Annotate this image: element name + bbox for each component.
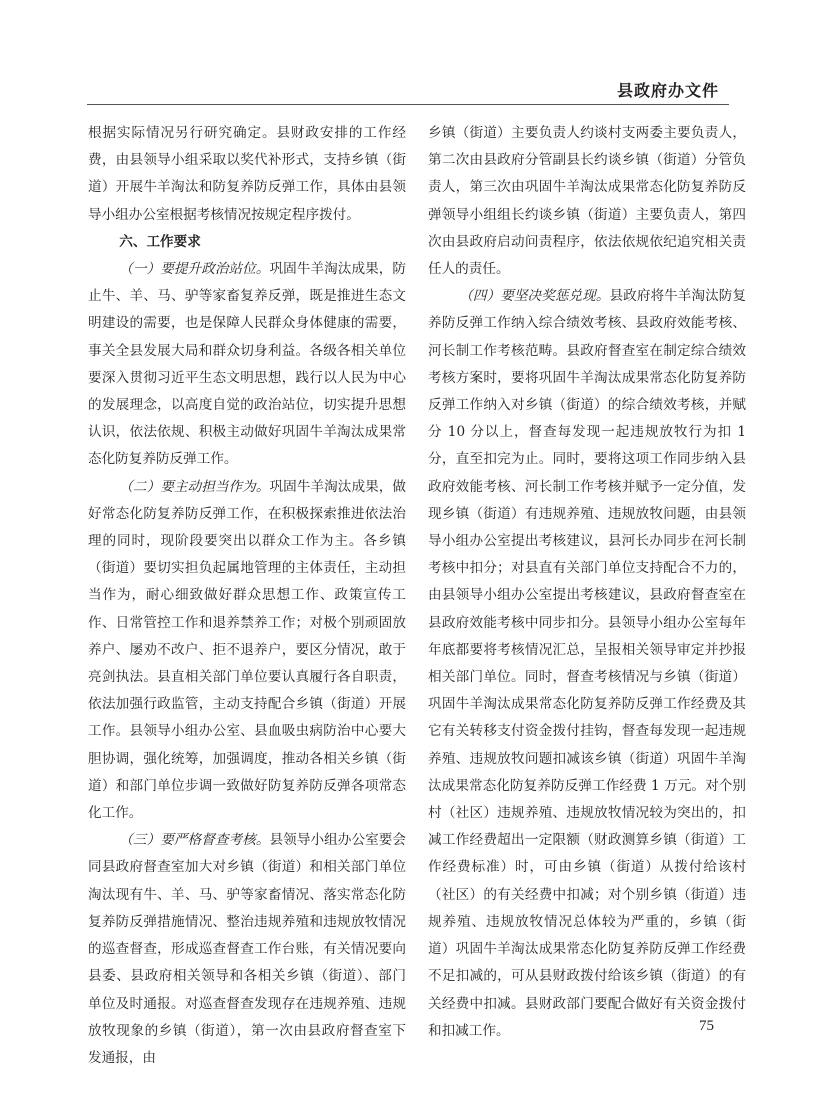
paragraph-item-1 bbox=[88, 256, 406, 474]
item-2-lead: （二）要主动担当作为。 bbox=[119, 478, 270, 495]
header-title: 县政府办文件 bbox=[616, 81, 719, 100]
right-column bbox=[428, 120, 746, 1045]
section-heading: 六、工作要求 bbox=[119, 233, 201, 250]
page-number: 75 bbox=[699, 1018, 714, 1034]
left-column bbox=[88, 120, 406, 1072]
item-3-lead: （三）要严格督查考核。 bbox=[119, 832, 270, 849]
item-1-lead: （一）要提升政治站位。 bbox=[119, 261, 270, 278]
paragraph-item-4 bbox=[428, 283, 746, 1045]
item-2-body: 巩固牛羊淘汰成果，做好常态化防复养防反弹工作，在积极探索推进依法治理的同时，现阶段要突出以群众工作为主。各乡镇（街道）要切实担负起属地管理的主体责任，主动担当作为，耐心细致做好群众思想工作、政策宣传工作、日常管控工作和退养禁养工作；对极个别顽固放养户、屡劝不改户、拒不退养户，要区分情况，敢于亮剑执法。县直相关部门单位要认真履行各自职责，依法加强行政监管，主动支持配合乡镇（街道）开展工作。县领导小组办公室、县血吸虫病防治中心要大胆协调，强化统筹，加强调度，推动各相关乡镇（街道）和部门单位步调一致做好防复养防反弹各项常态化工作。 bbox=[88, 478, 407, 822]
running-header bbox=[87, 74, 729, 105]
paragraph-continued-right: 乡镇（街道）主要负责人约谈村支两委主要负责人，第二次由县政府分管副县长约谈乡镇（街道）分管负责人，第三次由巩固牛羊淘汰成果常态化防复养防反弹领导小组组长约谈乡镇（街道）主要负责人，第四次由县政府启动问责程序，依法依规依纪追究相关责任人的责任。 bbox=[428, 125, 746, 278]
paragraph-continued: 根据实际情况另行研究确定。县财政安排的工作经费，由县领导小组采取以奖代补形式，支持乡镇（街道）开展牛羊淘汰和防复养防反弹工作，具体由县领导小组办公室根据考核情况按规定程序拨付。 bbox=[88, 125, 406, 223]
item-1-body: 巩固牛羊淘汰成果，防止牛、羊、马、驴等家畜复养反弹，既是推进生态文明建设的需要，也是保障人民群众身体健康的需要，事关全县发展大局和群众切身利益。各级各相关单位要深入贯彻习近平生态文明思想，践行以人民为中心的发展理念，以高度自觉的政治站位，切实提升思想认识，依法依规、积极主动做好巩固牛羊淘汰成果常态化防复养防反弹工作。 bbox=[88, 261, 407, 468]
paragraph-item-3 bbox=[88, 827, 406, 1072]
paragraph-item-2 bbox=[88, 474, 406, 828]
item-3-body: 县领导小组办公室要会同县政府督查室加大对乡镇（街道）和相关部门单位淘汰现有牛、羊、马、驴等家畜情况、落实常态化防复养防反弹措施情况、整治违规养殖和违规放牧情况的巡查督查，形成巡查督查工作台账，有关情况要向县委、县政府相关领导和各相关乡镇（街道）、部门单位及时通报。对巡查督查发现存在违规养殖、违规放牧现象的乡镇（街道），第一次由县政府督查室下发通报，由 bbox=[88, 832, 407, 1066]
item-4-lead: （四）要坚决奖惩兑现。 bbox=[459, 288, 610, 305]
item-4-body: 县政府将牛羊淘汰防复养防反弹工作纳入综合绩效考核、县政府效能考核、河长制工作考核范畴。县政府督查室在制定综合绩效考核方案时，要将巩固牛羊淘汰成果常态化防复养防反弹工作纳入对乡镇（街道）的综合绩效考核，并赋分 10 分以上，督查每发现一起违规放牧行为扣 1 分，直至扣完为止。同时，要将这项工作同步纳入县政府效能考核、河长制工作考核并赋予一定分值，发现乡镇（街道）有违规养殖、违规放牧问题，由县领导小组办公室提出考核建议，县河长办同步在河长制考核中扣分；对县直有关部门单位支持配合不力的，由县领导小组办公室提出考核建议，县政府督查室在县政府效能考核中同步扣分。县领导小组办公室每年年底都要将考核情况汇总，呈报相关领导审定并抄报相关部门单位。同时，督查考核情况与乡镇（街道）巩固牛羊淘汰成果常态化防复养防反弹工作经费及其它有关转移支付资金拨付挂钩，督查每发现一起违规养殖、违规放牧问题扣减该乡镇（街道）巩固牛羊淘汰成果常态化防复养防反弹工作经费 1 万元。对个别村（社区）违规养殖、违规放牧情况较为突出的，扣减工作经费超出一定限额（财政测算乡镇（街道）工作经费标准）时，可由乡镇（街道）从拨付给该村（社区）的有关经费中扣减；对个别乡镇（街道）违规养殖、违规放牧情况总体较为严重的，乡镇（街道）巩固牛羊淘汰成果常态化防复养防反弹工作经费不足扣减的，可从县财政拨付给该乡镇（街道）的有关经费中扣减。县财政部门要配合做好有关资金拨付和扣减工作。 bbox=[428, 288, 747, 1039]
